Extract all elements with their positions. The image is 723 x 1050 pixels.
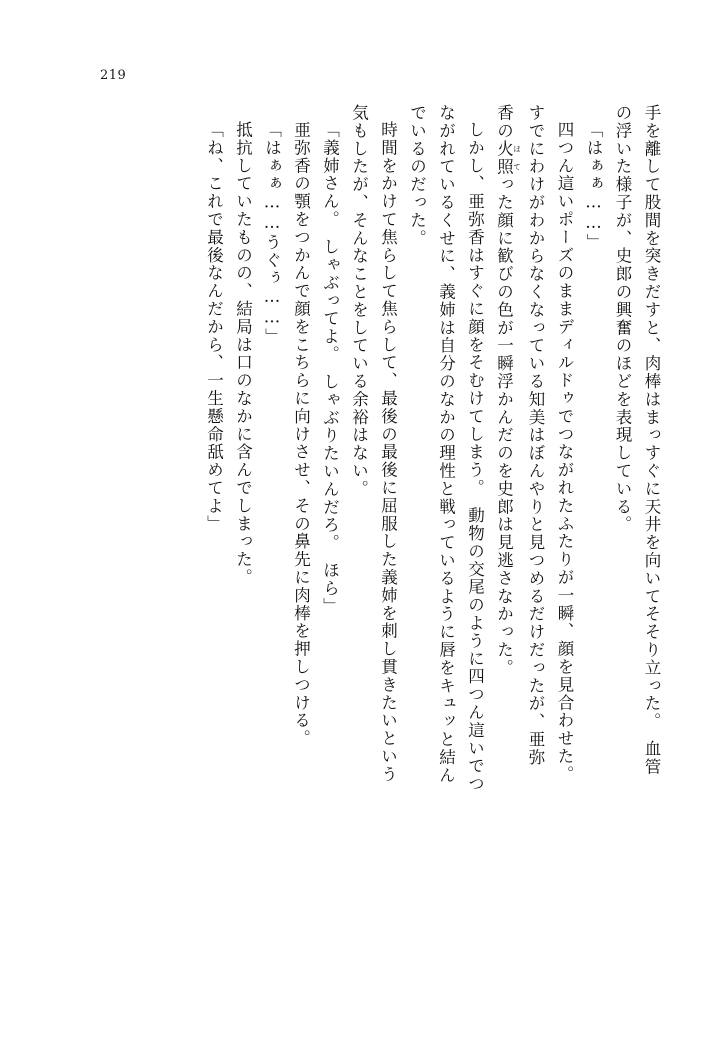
text-line: 「はぁぁ……」 [584, 121, 603, 252]
text-line: 四つん這いポーズのままディルドゥでつながれたふたりが一瞬、顔を見合わせた。 [555, 121, 574, 784]
text-line-with-ruby: 香の火照 ほてった顔に歓びの色が一瞬浮かんだのを史郎は見逃さなかった。 [494, 104, 522, 677]
text-line: 抵抗していたものの、結局は口のなかに含んでしまった。 [233, 121, 253, 587]
ruby-reading: ほて [512, 139, 522, 176]
text-line: しかし、亜弥香はすぐに顔をそむけてしまう。 動物の交尾のように四つん這いでつ [465, 121, 485, 793]
text-line: 時間をかけて焦らして焦らして、最後の最後に屈服した義姉を刺し貫きたいという [378, 121, 398, 784]
text-line: 手を離して股間を突きだすと、肉棒はまっすぐに天井を向いてそそり立った。 血管 [642, 104, 661, 776]
ruby-annotation: 火照 ほて [494, 139, 522, 176]
text-line: 「義姉さん。 しゃぶってよ。 しゃぶりたいんだろ。 ほら」 [320, 121, 340, 616]
text-line: でいるのだった。 [407, 104, 427, 248]
text-line: 気もしたが、そんなことをしている余裕はない。 [349, 104, 369, 498]
page-body-text [56, 104, 666, 994]
text-line: の浮いた様子が、史郎の興奮のほどを表現している。 [613, 104, 632, 534]
page-number: 219 [100, 68, 127, 83]
text-line: ながれているくせに、義姉は自分のなかの理性と戦っているように唇をキュッと結ん [436, 104, 456, 785]
text-line: 亜弥香の顎をつかんで顔をこちらに向けさせ、その鼻先に肉棒を押しつける。 [291, 121, 311, 748]
text-line: 「はぁぁ……うぐぅ……」 [262, 121, 282, 346]
text-line: 「ね、これで最後なんだから、一生懸命舐めてよ」 [204, 121, 224, 533]
text-line: すでにわけがわからなくなっている知美はぼんやりと見つめるだけだったが、亜弥 [526, 104, 545, 767]
